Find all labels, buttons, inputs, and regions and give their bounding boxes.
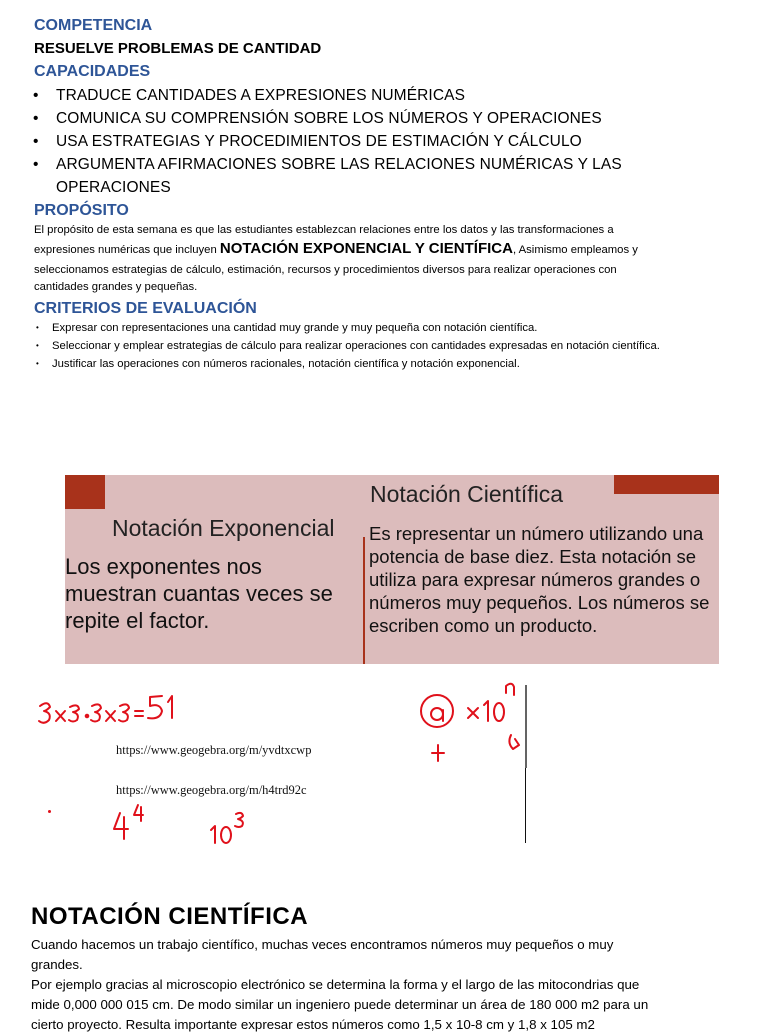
handwritten-power-4-4 xyxy=(110,803,155,843)
slide-right-body: Es representar un número utilizando una potencia de base diez. Esta notación se utiliza para expresar números grandes o números muy pequeños. Los números se escriben como un producto. xyxy=(369,523,710,636)
handwritten-expression xyxy=(36,690,186,730)
capacidad-item-continuation: OPERACIONES xyxy=(56,179,171,196)
geogebra-link-1[interactable]: https://www.geogebra.org/m/yvdtxcwp xyxy=(116,743,312,757)
ink-dot xyxy=(48,810,51,813)
criterio-item: • Seleccionar y emplear estrategias de cálculo para realizar operaciones con cantidades expresadas en notación científica. xyxy=(36,340,660,352)
competencia-heading: COMPETENCIA xyxy=(34,17,153,34)
slide-right-title: Notación Científica xyxy=(370,481,564,507)
bullet-icon: • xyxy=(33,87,39,104)
bullet-icon: • xyxy=(33,133,39,150)
capacidad-item: • ARGUMENTA AFIRMACIONES SOBRE LAS RELACIONES NUMÉRICAS Y LAS xyxy=(33,153,753,176)
nc-paragraph-1-line-2: grandes. xyxy=(31,957,83,972)
criterio-item: • Justificar las operaciones con números racionales, notación científica y notación exponencial. xyxy=(36,358,520,370)
capacidades-heading: CAPACIDADES xyxy=(34,63,151,80)
nc-paragraph-2-line-2: mide 0,000 000 015 cm. De modo similar un ingeniero puede determinar un área de 180 000 m2 para un xyxy=(31,997,649,1012)
bullet-icon: • xyxy=(36,359,39,368)
competencia-value: RESUELVE PROBLEMAS DE CANTIDAD xyxy=(34,40,322,57)
notation-slide xyxy=(65,475,719,664)
bullet-icon: • xyxy=(33,156,39,173)
proposito-text: , Asimismo empleamos y xyxy=(512,244,638,256)
nc-paragraph-1-line-1: Cuando hacemos un trabajo científico, muchas veces encontramos números muy pequeños o muy xyxy=(31,937,614,952)
proposito-line-3: seleccionamos estrategias de cálculo, estimación, recursos y procedimientos diversos para realizar operaciones con xyxy=(34,264,617,276)
slide-left-title: Notación Exponencial xyxy=(112,515,335,541)
criterio-item: • Expresar con representaciones una cantidad muy grande y muy pequeña con notación científica. xyxy=(36,322,538,334)
proposito-line-2 xyxy=(34,240,754,259)
proposito-text: expresiones numéricas que incluyen xyxy=(34,244,220,256)
bullet-icon: • xyxy=(36,323,39,332)
handwritten-scientific xyxy=(416,683,531,768)
capacidad-item: • USA ESTRATEGIAS Y PROCEDIMIENTOS DE ESTIMACIÓN Y CÁLCULO xyxy=(33,130,753,153)
capacidades-list xyxy=(33,84,753,199)
proposito-emphasis: NOTACIÓN EXPONENCIAL Y CIENTÍFICA xyxy=(219,240,513,257)
bullet-icon: • xyxy=(36,341,39,350)
handwritten-power-10-3 xyxy=(208,810,253,850)
accent-block-right xyxy=(614,475,719,494)
bullet-icon: • xyxy=(33,110,39,127)
capacidad-item: • COMUNICA SU COMPRENSIÓN SOBRE LOS NÚMEROS Y OPERACIONES xyxy=(33,107,753,130)
proposito-line-4: cantidades grandes y pequeñas. xyxy=(34,281,198,293)
slide-left-body: Los exponentes nos muestran cuantas veces se repite el factor. xyxy=(65,554,333,633)
capacidad-item: • TRADUCE CANTIDADES A EXPRESIONES NUMÉRICAS xyxy=(33,84,753,107)
proposito-line-1: El propósito de esta semana es que las estudiantes establezcan relaciones entre los datos y las transformaciones a xyxy=(34,224,614,236)
proposito-heading: PROPÓSITO xyxy=(34,202,129,219)
nc-paragraph-2-line-1: Por ejemplo gracias al microscopio electrónico se determina la forma y el largo de las mitocondrias que xyxy=(31,977,640,992)
handwritten-vertical-line xyxy=(525,768,526,843)
criterios-list xyxy=(36,320,726,374)
geogebra-link-2[interactable]: https://www.geogebra.org/m/h4trd92c xyxy=(116,783,307,797)
criterios-heading: CRITERIOS DE EVALUACIÓN xyxy=(34,300,257,317)
section-title: NOTACIÓN CIENTÍFICA xyxy=(31,903,309,930)
slide-divider xyxy=(363,537,365,664)
nc-paragraph-2-line-3: cierto proyecto. Resulta importante expresar estos números como 1,5 x 10-8 cm y 1,8 x 105 m2 xyxy=(31,1017,595,1032)
accent-block-left xyxy=(65,475,105,509)
